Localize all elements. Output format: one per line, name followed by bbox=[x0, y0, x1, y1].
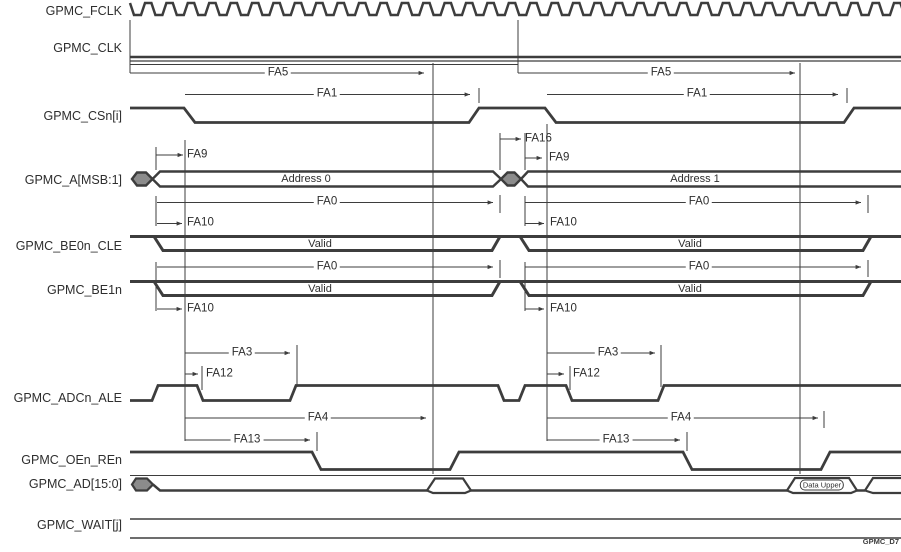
timing-label-fa13-1: FA13 bbox=[231, 434, 264, 447]
signal-label-gpmc-adcn-ale: GPMC_ADCn_ALE bbox=[13, 391, 122, 405]
timing-label-fa12-1: FA12 bbox=[206, 367, 233, 380]
signal-label-gpmc-ad: GPMC_AD[15:0] bbox=[28, 477, 122, 491]
a-bus-invalid-2 bbox=[501, 173, 521, 186]
signal-label-gpmc-a: GPMC_A[MSB:1] bbox=[24, 173, 122, 187]
bus-value-valid-be1n-1: Valid bbox=[308, 283, 332, 295]
be0n-waveform bbox=[130, 237, 901, 251]
bus-value-data-upper: Data Upper bbox=[800, 480, 844, 491]
ad-bus-waveform bbox=[130, 476, 901, 494]
timing-label-fa10-be1n-1: FA10 bbox=[187, 302, 214, 315]
timing-label-fa1-2: FA1 bbox=[684, 88, 710, 101]
signal-label-gpmc-be0n-cle: GPMC_BE0n_CLE bbox=[15, 239, 122, 253]
a-bus-invalid-1 bbox=[132, 173, 153, 186]
dimension-ticks bbox=[130, 20, 868, 474]
signal-label-gpmc-wait: GPMC_WAIT[j] bbox=[37, 518, 122, 532]
csn-waveform bbox=[130, 108, 901, 123]
timing-label-fa3-2: FA3 bbox=[595, 347, 621, 360]
timing-label-fa1-1: FA1 bbox=[314, 88, 340, 101]
ale-waveform bbox=[130, 386, 901, 401]
oen-waveform bbox=[130, 452, 901, 470]
ad-low-1 bbox=[153, 485, 427, 491]
a-bus-waveform bbox=[132, 172, 901, 187]
timing-label-fa0-be1n-2: FA0 bbox=[686, 261, 712, 274]
signal-label-gpmc-oen-ren: GPMC_OEn_REn bbox=[21, 453, 122, 467]
timing-label-fa16-2: FA16 bbox=[525, 132, 552, 145]
wait-waveform bbox=[130, 519, 901, 538]
signal-label-gpmc-csn: GPMC_CSn[i] bbox=[43, 109, 122, 123]
timing-label-fa9-1: FA9 bbox=[187, 148, 208, 161]
timing-label-fa5-1: FA5 bbox=[265, 67, 291, 80]
clk-waveform bbox=[130, 57, 901, 65]
signal-label-gpmc-clk: GPMC_CLK bbox=[53, 41, 122, 55]
bus-value-valid-be0n-2: Valid bbox=[678, 238, 702, 250]
ad-bubble bbox=[427, 479, 471, 494]
timing-label-fa3-1: FA3 bbox=[229, 347, 255, 360]
timing-label-fa10-be0n-1: FA10 bbox=[187, 216, 214, 229]
bus-value-valid-be0n-1: Valid bbox=[308, 238, 332, 250]
timing-label-fa4-1: FA4 bbox=[305, 412, 331, 425]
timing-label-fa9-2: FA9 bbox=[549, 151, 570, 164]
timing-label-fa0-be0n-1: FA0 bbox=[314, 196, 340, 209]
timing-label-fa10-be0n-2: FA10 bbox=[550, 216, 577, 229]
signal-label-gpmc-fclk: GPMC_FCLK bbox=[45, 4, 122, 18]
be1n-waveform bbox=[130, 282, 901, 296]
bus-value-address0: Address 0 bbox=[281, 173, 331, 185]
fclk-waveform bbox=[130, 3, 901, 15]
timing-label-fa0-be1n-1: FA0 bbox=[314, 261, 340, 274]
timing-label-fa12-2: FA12 bbox=[573, 367, 600, 380]
timing-label-fa0-be0n-2: FA0 bbox=[686, 196, 712, 209]
timing-label-fa4-2: FA4 bbox=[668, 412, 694, 425]
bus-value-address1: Address 1 bbox=[670, 173, 720, 185]
timing-label-fa13-2: FA13 bbox=[600, 434, 633, 447]
ad-invalid-blob bbox=[132, 479, 153, 491]
timing-label-fa10-be1n-2: FA10 bbox=[550, 302, 577, 315]
signal-label-gpmc-be1n: GPMC_BE1n bbox=[46, 283, 122, 297]
ad-open-end bbox=[865, 478, 901, 493]
bus-value-valid-be1n-2: Valid bbox=[678, 283, 702, 295]
timing-label-fa5-2: FA5 bbox=[648, 67, 674, 80]
figure-watermark: GPMC_D7 bbox=[862, 537, 899, 546]
